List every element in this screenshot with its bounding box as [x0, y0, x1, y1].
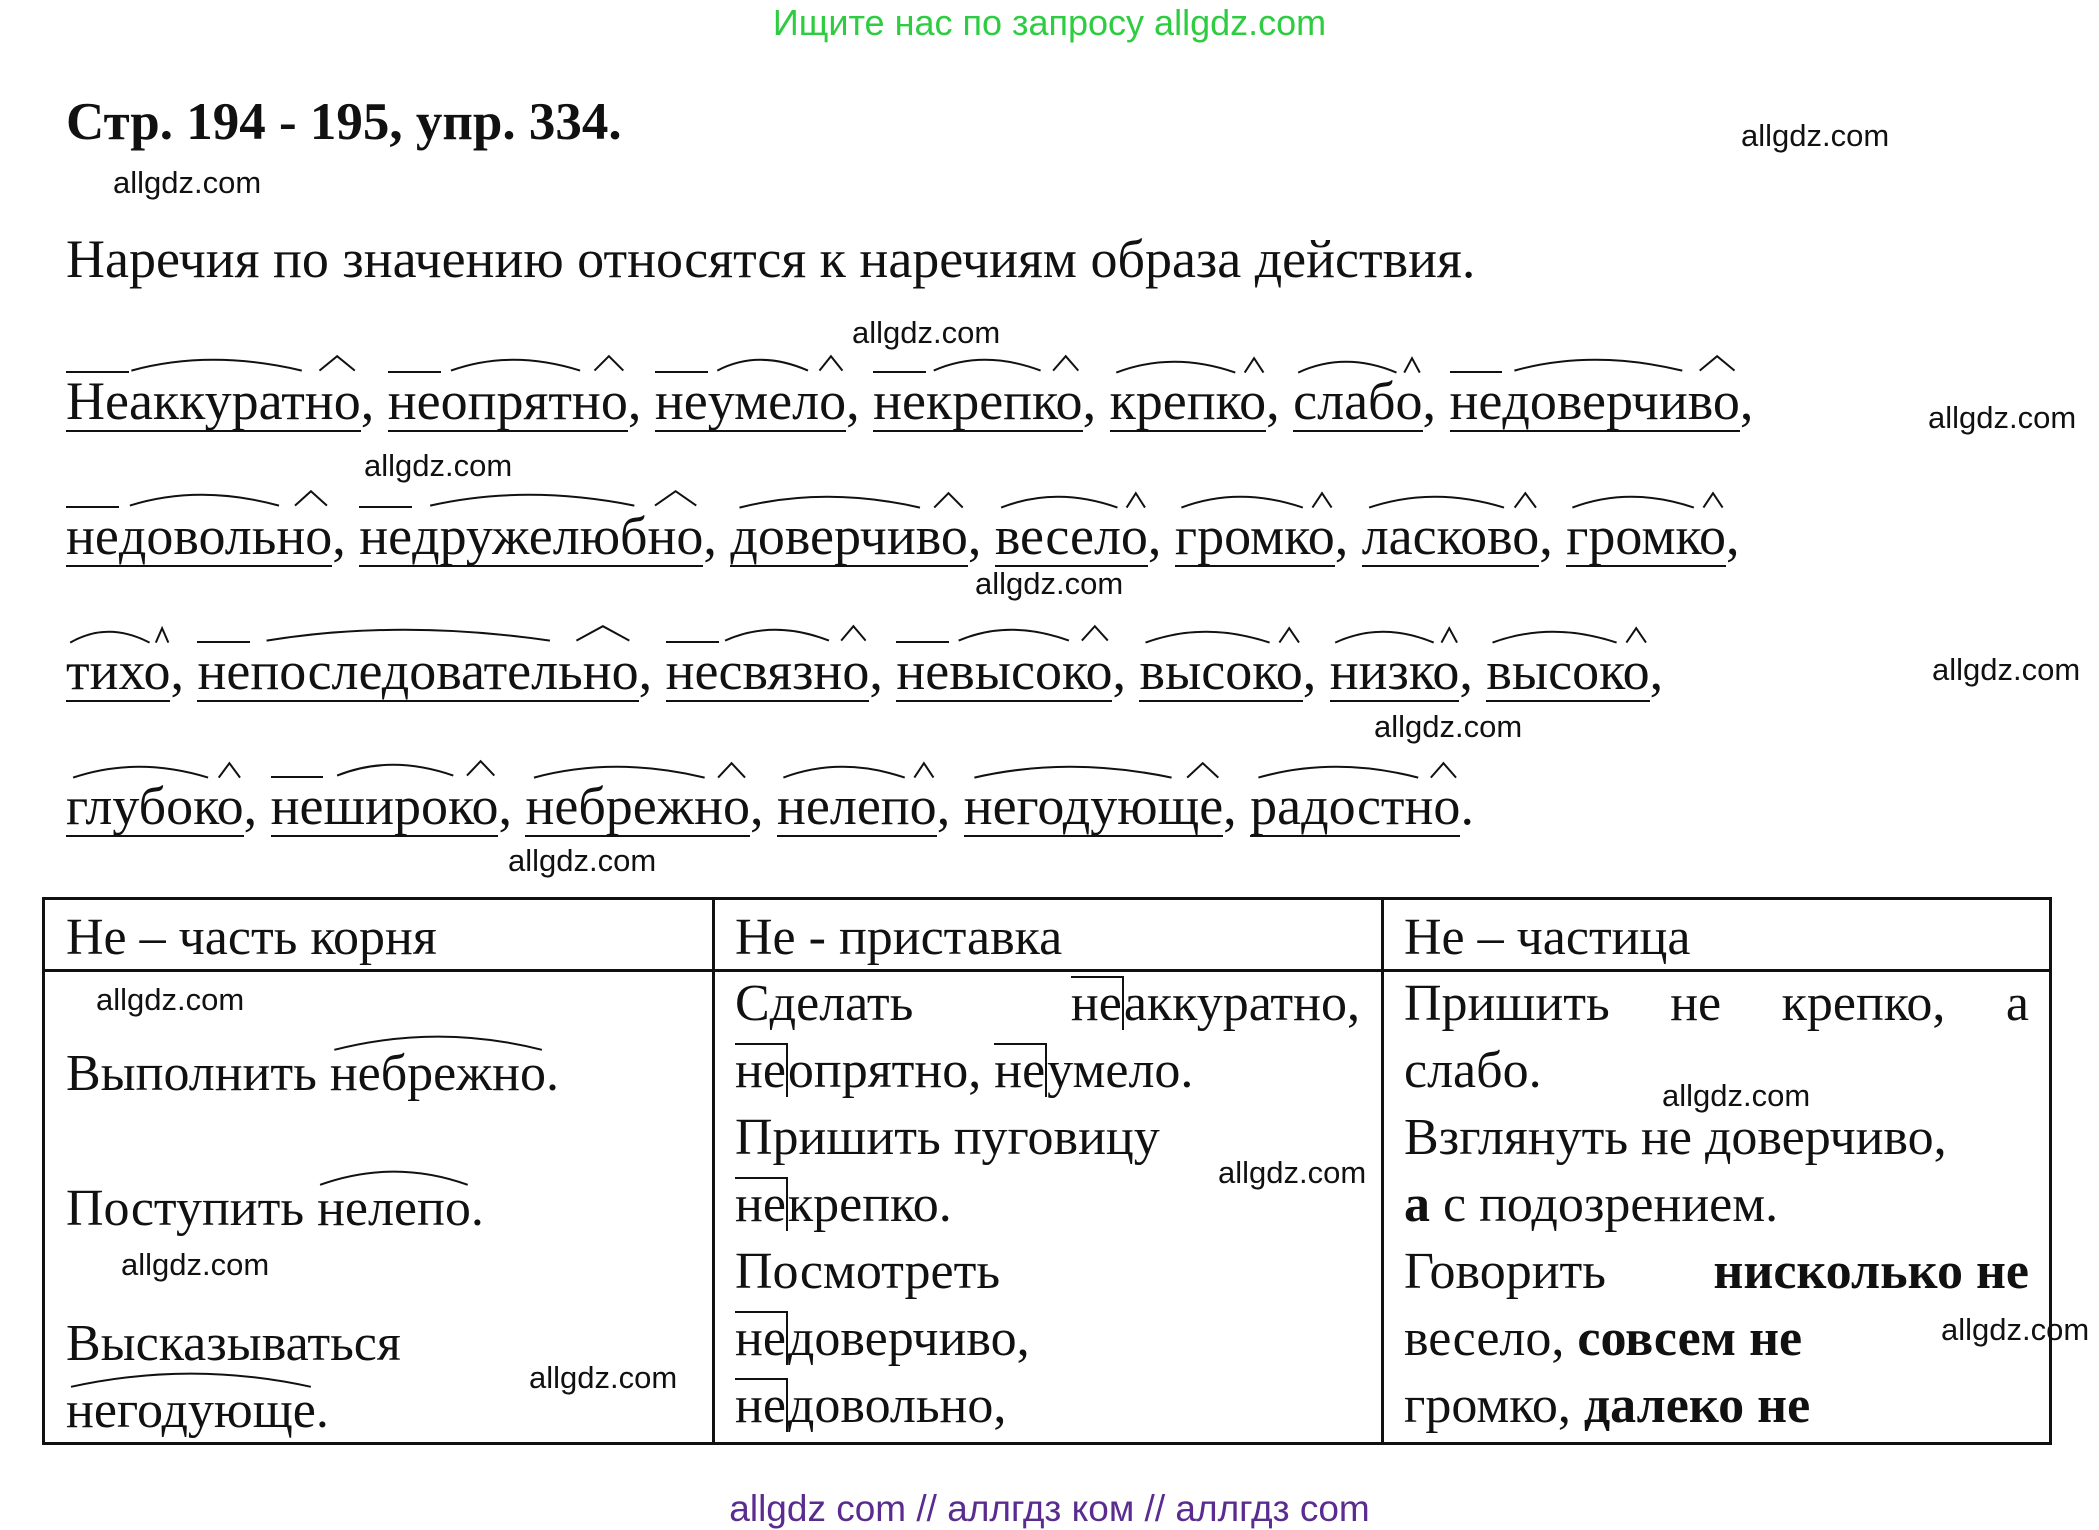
root-arc — [1573, 497, 1694, 508]
root-arc — [717, 360, 808, 371]
suffix-mark — [594, 356, 623, 370]
analysed-word — [1486, 643, 1649, 702]
suffix-mark — [295, 491, 327, 505]
word-body: связно — [718, 641, 870, 701]
prefix-example: Пришить пуговицу — [735, 1109, 1160, 1166]
suffix-mark — [1627, 628, 1647, 642]
analysed-word — [730, 508, 967, 567]
punctuation: , — [1726, 506, 1740, 566]
morpheme-marks — [388, 349, 628, 373]
word-body: крепко — [1109, 371, 1267, 431]
root-example: негодующе. — [66, 1381, 329, 1440]
analysed-word — [1110, 373, 1267, 432]
morpheme-marks — [1486, 621, 1649, 645]
suffix-mark — [1404, 358, 1420, 372]
analysed-word — [1175, 508, 1335, 567]
word-line — [66, 505, 1740, 567]
morpheme-marks — [655, 349, 846, 373]
analysed-word — [655, 371, 846, 432]
word-body: небрежно — [525, 776, 750, 836]
analysed-word — [964, 778, 1223, 837]
root-arc — [451, 360, 580, 371]
punctuation: , — [1112, 641, 1140, 701]
punctuation: , — [332, 506, 360, 566]
word-body: громко — [1566, 506, 1727, 566]
punctuation: , — [1223, 776, 1251, 836]
morpheme-marks — [66, 349, 361, 373]
punctuation: , — [1147, 506, 1175, 566]
watermark: allgdz.com — [1374, 709, 1523, 744]
root-arc — [131, 360, 301, 371]
word-line — [66, 640, 1663, 702]
punctuation: , — [1082, 371, 1110, 431]
prefix-example: Посмотреть — [735, 1243, 1001, 1300]
morpheme-marks — [1175, 486, 1335, 510]
suffix-mark — [914, 763, 933, 777]
punctuation: , — [869, 641, 897, 701]
watermark: allgdz.com — [113, 165, 262, 200]
root-arc — [1369, 497, 1504, 508]
watermark: allgdz.com — [1941, 1312, 2090, 1347]
particle-example: слабо. — [1404, 1042, 1542, 1099]
suffix-mark — [1441, 628, 1457, 642]
analysed-word — [896, 641, 1112, 702]
word-body: высоко — [949, 641, 1113, 701]
analysed-word — [66, 506, 332, 567]
root-example: Выполнить небрежно. — [66, 1044, 559, 1103]
top-banner: Ищите нас по запросу allgdz.com — [772, 2, 1327, 43]
morpheme-marks — [1250, 756, 1460, 780]
intro-sentence: Наречия по значению относятся к наречиям образа действия. — [66, 229, 1476, 289]
morpheme-marks — [1293, 351, 1422, 375]
watermark: allgdz.com — [975, 566, 1124, 601]
prefix-example: недоверчиво, — [735, 1310, 1030, 1367]
word-body: дружелюбно — [412, 506, 704, 566]
analysed-word — [873, 371, 1082, 432]
analysed-word — [66, 371, 361, 432]
table-divider — [1381, 900, 1384, 1442]
punctuation: , — [170, 641, 198, 701]
punctuation: , — [750, 776, 777, 836]
root-arc — [534, 767, 705, 778]
watermark: allgdz.com — [96, 982, 245, 1017]
analysed-word — [777, 778, 937, 837]
punctuation: , — [1302, 641, 1330, 701]
watermark: allgdz.com — [1218, 1155, 1367, 1190]
root-arc — [974, 767, 1171, 778]
word-body: негодующе — [963, 776, 1224, 836]
prefix-example: недовольно, — [735, 1377, 1007, 1434]
analysed-word — [197, 641, 638, 702]
watermark: allgdz.com — [364, 448, 513, 483]
prefix-ne: не — [1449, 371, 1503, 431]
punctuation: , — [967, 506, 995, 566]
watermark: allgdz.com — [1741, 118, 1890, 153]
particle-example: Взглянуть не доверчиво, — [1404, 1109, 1947, 1166]
suffix-mark — [1514, 493, 1535, 507]
morpheme-marks — [995, 486, 1148, 510]
prefix-ne: не — [387, 371, 441, 431]
header-particle: Не – частица — [1404, 909, 1691, 966]
morpheme-marks — [525, 756, 750, 780]
root-arc — [1181, 497, 1302, 508]
root-arc — [130, 495, 279, 506]
analysed-word — [1139, 643, 1302, 702]
analysed-word — [1330, 643, 1460, 702]
morpheme-marks — [1139, 621, 1302, 645]
prefix-ne: не — [66, 506, 119, 566]
analysed-word — [995, 508, 1148, 567]
ne-table — [42, 897, 2052, 1445]
morpheme-marks — [964, 756, 1223, 780]
analysed-word — [359, 506, 703, 567]
morpheme-marks — [271, 754, 499, 778]
word-line — [66, 370, 1753, 432]
word-line — [66, 775, 1474, 837]
word-body: радостно — [1250, 776, 1461, 836]
punctuation: , — [1649, 641, 1664, 701]
header-prefix: Не - приставка — [735, 909, 1063, 966]
suffix-mark — [1312, 493, 1331, 507]
root-arc — [1116, 362, 1235, 373]
word-body: тихо — [66, 641, 171, 701]
word-body: довольно — [118, 506, 333, 566]
table-header-divider — [45, 969, 2049, 972]
morpheme-marks — [197, 619, 638, 643]
suffix-mark — [655, 491, 696, 505]
root-example: Высказываться — [66, 1315, 401, 1372]
punctuation: , — [1539, 506, 1567, 566]
punctuation: , — [627, 371, 655, 431]
suffix-mark — [1244, 358, 1263, 372]
punctuation: , — [1459, 641, 1487, 701]
morpheme-marks — [66, 484, 332, 508]
punctuation: , — [638, 641, 666, 701]
root-arc — [725, 630, 829, 641]
root-arc — [1335, 632, 1434, 643]
suffix-mark — [1704, 493, 1723, 507]
word-body: умело — [707, 371, 847, 431]
morpheme-marks — [66, 621, 170, 645]
word-body: слабо — [1293, 371, 1423, 431]
suffix-mark — [219, 763, 240, 777]
word-body: доверчиво — [1502, 371, 1740, 431]
word-body: доверчиво — [730, 506, 968, 566]
suffix-mark — [1431, 763, 1456, 777]
prefix-ne: не — [654, 371, 708, 431]
word-body: широко — [323, 776, 499, 836]
suffix-mark — [719, 763, 746, 777]
watermark: allgdz.com — [1928, 400, 2077, 435]
suffix-mark — [935, 493, 963, 507]
punctuation: , — [936, 776, 964, 836]
word-body: громко — [1174, 506, 1335, 566]
root-arc — [959, 630, 1069, 641]
prefix-ne: не — [270, 776, 324, 836]
analysed-word — [1450, 371, 1740, 432]
analysed-word — [66, 778, 244, 837]
analysed-word — [66, 643, 170, 702]
root-arc — [70, 632, 149, 643]
morpheme-marks — [1450, 349, 1740, 373]
root-arc — [430, 495, 634, 506]
watermark: allgdz.com — [529, 1360, 678, 1395]
punctuation: , — [498, 776, 526, 836]
word-body: высоко — [1486, 641, 1650, 701]
root-arc — [73, 767, 208, 778]
punctuation: , — [846, 371, 874, 431]
prefix-ne: не — [665, 641, 719, 701]
root-arc — [783, 767, 904, 778]
morpheme-marks — [359, 484, 703, 508]
root-arc — [934, 360, 1041, 371]
punctuation: , — [243, 776, 271, 836]
particle-example: громко, далеко не — [1404, 1377, 1811, 1434]
root-arc — [337, 765, 453, 776]
punctuation: , — [1334, 506, 1362, 566]
watermark: allgdz.com — [121, 1247, 270, 1282]
analysed-word — [525, 778, 750, 837]
watermark: allgdz.com — [1932, 652, 2081, 687]
root-arc — [1146, 632, 1270, 643]
prefix-example: Сделать неаккуратно, — [735, 975, 1360, 1032]
morpheme-marks — [873, 349, 1082, 373]
punctuation: , — [1739, 371, 1754, 431]
page-title: Стр. 194 - 195, упр. 334. — [66, 93, 622, 151]
root-arc — [1298, 362, 1396, 373]
table-divider — [712, 900, 715, 1442]
punctuation: , — [703, 506, 731, 566]
morpheme-marks — [896, 619, 1112, 643]
prefix-ne: не — [896, 641, 950, 701]
analysed-word — [1362, 508, 1540, 567]
punctuation: , — [1266, 371, 1294, 431]
suffix-mark — [467, 761, 494, 775]
suffix-mark — [156, 628, 169, 642]
header-root: Не – часть корня — [66, 909, 437, 966]
particle-example: весело, совсем не — [1404, 1310, 1803, 1367]
particle-example: Пришить не крепко, а — [1404, 975, 2029, 1032]
punctuation: , — [360, 371, 388, 431]
root-example: Поступить нелепо. — [66, 1179, 484, 1238]
suffix-mark — [1053, 356, 1078, 370]
word-body: аккуратно — [128, 371, 361, 431]
analysed-word — [271, 776, 499, 837]
morpheme-marks — [666, 619, 870, 643]
analysed-word — [1293, 373, 1422, 432]
word-body: высоко — [1139, 641, 1303, 701]
suffix-mark — [1699, 356, 1734, 370]
root-arc — [1514, 360, 1682, 371]
morpheme-marks — [66, 756, 244, 780]
word-body: нелепо — [777, 776, 937, 836]
morpheme-marks — [777, 756, 937, 780]
word-body: глубоко — [66, 776, 244, 836]
watermark: allgdz.com — [508, 843, 657, 878]
word-body: последовательно — [250, 641, 639, 701]
root-arc — [1493, 632, 1617, 643]
prefix-ne: не — [873, 371, 926, 431]
suffix-mark — [1187, 763, 1218, 777]
analysed-word — [1566, 508, 1726, 567]
particle-example: Говорить нисколько не — [1404, 1243, 2029, 1300]
suffix-mark — [577, 626, 630, 640]
prefix-ne: не — [359, 506, 413, 566]
prefix-ne: Не — [66, 371, 129, 431]
analysed-word — [666, 641, 870, 702]
punctuation: , — [1422, 371, 1450, 431]
watermark: allgdz.com — [1662, 1078, 1811, 1113]
suffix-mark — [319, 356, 354, 370]
suffix-mark — [819, 356, 842, 370]
prefix-ne: не — [197, 641, 251, 701]
prefix-example: некрепко. — [735, 1176, 952, 1233]
root-arc — [1001, 497, 1117, 508]
particle-example: а с подозрением. — [1404, 1176, 1779, 1233]
suffix-mark — [1082, 626, 1108, 640]
root-arc — [1259, 767, 1419, 778]
word-body: опрятно — [440, 371, 628, 431]
word-body: ласково — [1361, 506, 1540, 566]
suffix-mark — [1280, 628, 1300, 642]
root-arc — [740, 497, 920, 508]
root-arc — [267, 630, 550, 641]
analysed-word — [1250, 778, 1460, 837]
bottom-banner: allgdz com // аллгдз ком // аллгдз com — [729, 1488, 1370, 1529]
suffix-mark — [1126, 493, 1144, 507]
watermark: allgdz.com — [852, 315, 1001, 350]
morpheme-marks — [1362, 486, 1540, 510]
word-body: крепко — [925, 371, 1083, 431]
morpheme-marks — [1330, 621, 1460, 645]
morpheme-marks — [1110, 351, 1267, 375]
word-body: весело — [994, 506, 1148, 566]
prefix-example: неопрятно, неумело. — [735, 1042, 1194, 1099]
analysed-word — [388, 371, 628, 432]
suffix-mark — [841, 626, 865, 640]
word-body: низко — [1329, 641, 1460, 701]
morpheme-marks — [730, 486, 967, 510]
morpheme-marks — [1566, 486, 1726, 510]
punctuation: . — [1460, 776, 1474, 836]
